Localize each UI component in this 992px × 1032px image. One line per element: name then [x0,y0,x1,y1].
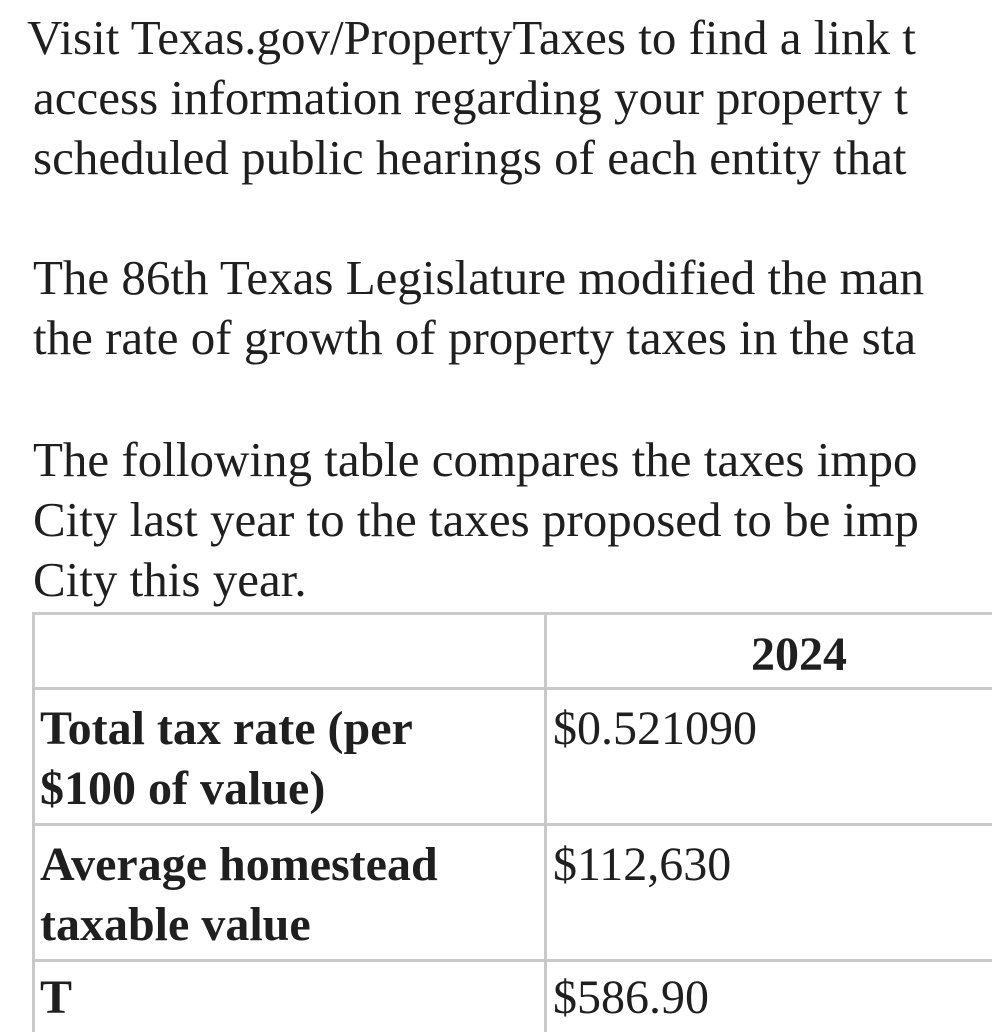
row-label-total-tax-rate-line-1: Total tax rate (per [40,702,413,755]
row-value-average-homestead: $112,630 [553,838,732,891]
paragraph-line-3: scheduled public hearings of each entity that [33,130,907,185]
table-border-left [32,612,35,1032]
table-row-divider-2 [32,823,992,826]
table-header-year: 2024 [751,628,847,681]
paragraph-line-1: Visit Texas.gov/PropertyTaxes to find a link t [27,10,916,65]
table-border-top [32,612,992,615]
row-label-average-homestead-line-1: Average homestead [40,838,438,891]
table-column-divider [544,612,547,1032]
paragraph-line-6: The following table compares the taxes impo [33,432,918,487]
table-row-divider-1 [32,687,992,690]
row-label-total-tax-rate-line-2: $100 of value) [40,762,326,815]
row-label-clipped: T [40,971,73,1024]
table-row-divider-3 [32,959,992,962]
paragraph-line-7: City last year to the taxes proposed to be imp [33,492,919,547]
row-label-average-homestead-line-2: taxable value [40,898,311,951]
tax-comparison-table [32,612,992,1032]
paragraph-line-4: The 86th Texas Legislature modified the man [33,250,925,305]
paragraph-line-2: access information regarding your property t [33,70,908,125]
row-value-clipped: $586.90 [553,971,709,1024]
paragraph-line-5: the rate of growth of property taxes in the sta [33,310,917,365]
row-value-total-tax-rate: $0.521090 [553,702,757,755]
paragraph-line-8: City this year. [33,552,307,607]
